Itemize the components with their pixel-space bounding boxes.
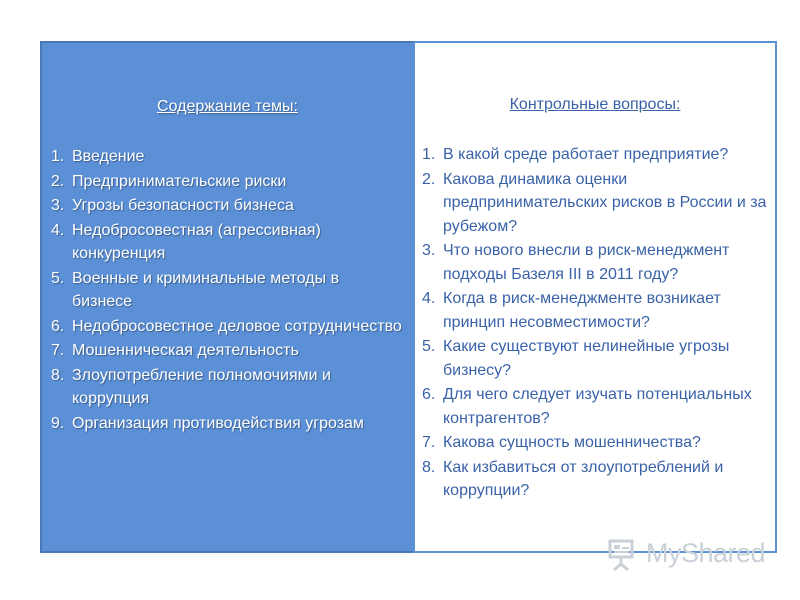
contents-heading: Содержание темы:: [157, 98, 298, 115]
list-item: 4. Недобросовестная (агрессивная) конкуренция: [51, 221, 321, 262]
list-item-text: Что нового внесли в риск-менеджмент подходы Базеля III в 2011 году?: [443, 242, 730, 283]
list-item-text: Какова динамика оценки предпринимательских рисков в России и за рубежом?: [443, 170, 767, 235]
list-item: 3. Угрозы безопасности бизнеса: [51, 197, 294, 214]
questions-heading: Контрольные вопросы:: [509, 96, 681, 113]
list-item: 4. Когда в риск-менеджменте возникает принцип несовместимости?: [422, 290, 721, 331]
list-item: 6. Недобросовестное деловое сотрудничество: [51, 317, 402, 335]
list-item: 5. Какие существуют нелинейные угрозы бизнесу?: [422, 338, 730, 379]
list-item: 1. В какой среде работает предприятие?: [422, 146, 729, 163]
list-item: 2. Предпринимательские риски: [51, 172, 287, 190]
list-item-text: Введение: [72, 148, 145, 165]
contents-list: [51, 145, 403, 436]
list-item-text: Мошенническая деятельность: [72, 342, 299, 359]
contents-panel: [40, 41, 415, 553]
list-item-text: Угрозы безопасности бизнеса: [72, 197, 294, 214]
list-item: 8. Злоупотребление полномочиями и коррупция: [51, 366, 331, 407]
list-item: 9. Организация противодействия угрозам: [51, 414, 364, 432]
list-item: 7. Какова сущность мошенничества?: [422, 434, 701, 451]
list-item-text: Предпринимательские риски: [72, 172, 287, 190]
questions-panel: [413, 41, 777, 553]
watermark-text: MyShared: [646, 538, 766, 568]
presentation-board-icon: [608, 538, 638, 572]
list-item: 7. Мошенническая деятельность: [51, 342, 299, 359]
list-item-text: Злоупотребление полномочиями и коррупция: [72, 366, 331, 407]
list-item: 3. Что нового внесли в риск-менеджмент подходы Базеля III в 2011 году?: [422, 242, 730, 283]
list-item: 2. Какова динамика оценки предпринимательских рисков в России и за рубежом?: [422, 170, 767, 235]
questions-list: [422, 143, 771, 504]
list-item-text: Как избавиться от злоупотреблений и коррупции?: [443, 458, 724, 499]
list-item: 6. Для чего следует изучать потенциальных контрагентов?: [422, 386, 752, 427]
myshared-watermark: [608, 536, 768, 576]
list-item-text: Организация противодействия угрозам: [72, 414, 364, 432]
list-item-text: Недобросовестное деловое сотрудничество: [72, 317, 402, 335]
list-item-text: Какова сущность мошенничества?: [443, 434, 701, 451]
list-item-text: Какие существуют нелинейные угрозы бизнесу?: [443, 338, 730, 379]
list-item-text: Военные и криминальные методы в бизнесе: [72, 269, 340, 310]
list-item-text: Когда в риск-менеджменте возникает принцип несовместимости?: [443, 290, 721, 331]
list-item-text: Для чего следует изучать потенциальных контрагентов?: [443, 386, 752, 427]
list-item: 1. Введение: [51, 148, 145, 165]
list-item-text: Недобросовестная (агрессивная) конкуренция: [72, 221, 321, 262]
list-item: 5. Военные и криминальные методы в бизнесе: [51, 269, 340, 310]
list-item-text: В какой среде работает предприятие?: [443, 146, 729, 163]
list-item: 8. Как избавиться от злоупотреблений и коррупции?: [422, 458, 724, 499]
